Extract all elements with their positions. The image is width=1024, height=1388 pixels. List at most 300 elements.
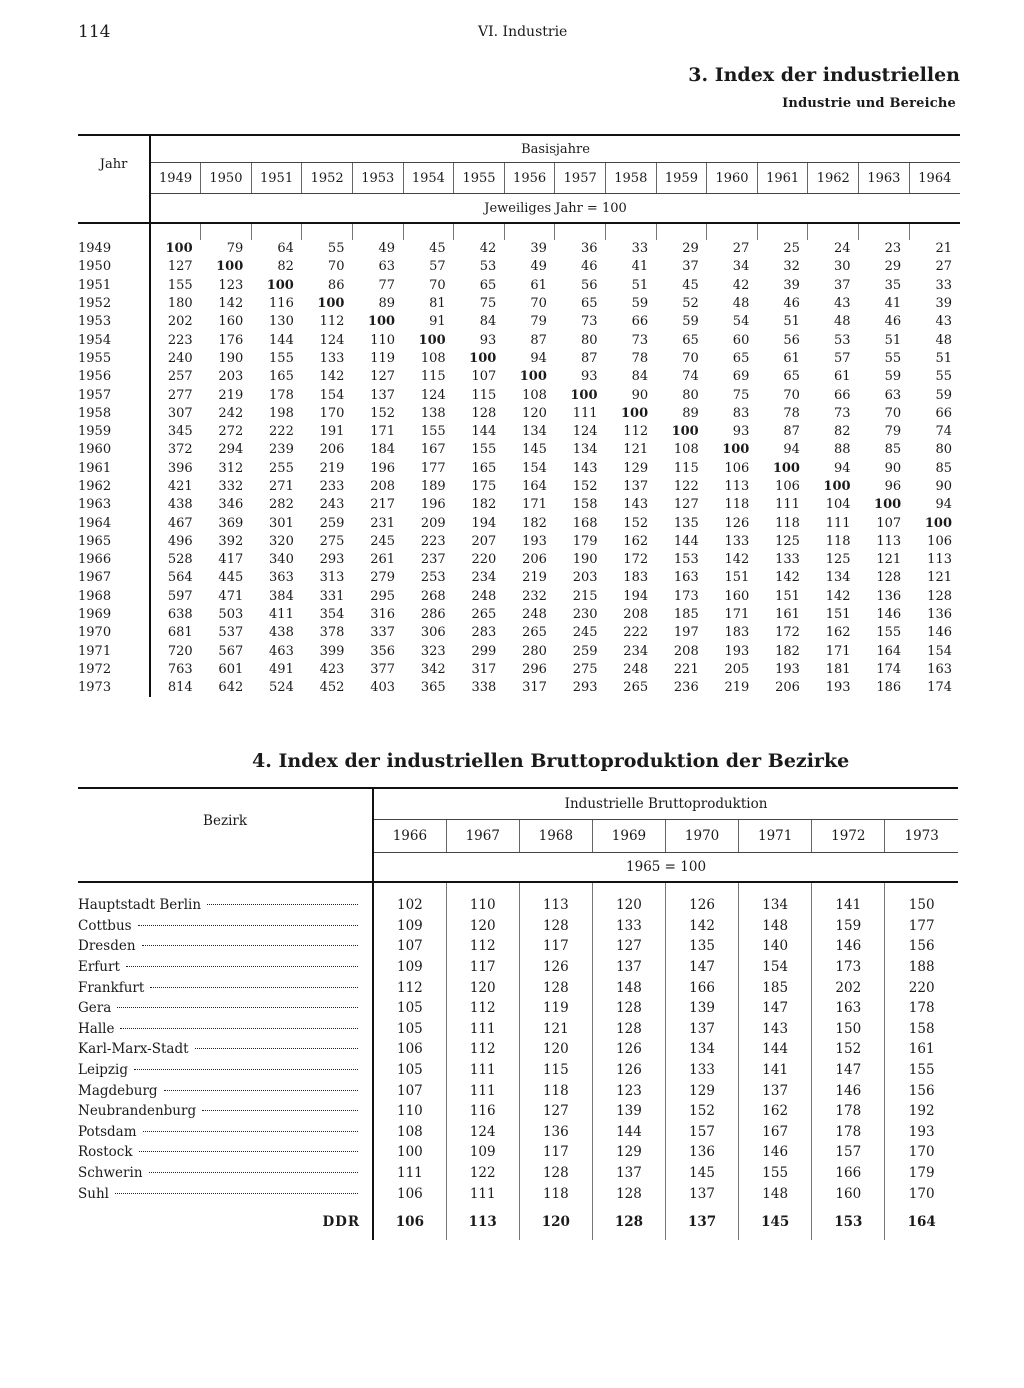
gap-cell <box>150 223 201 240</box>
index-value: 100 <box>924 515 952 531</box>
index-value: 147 <box>666 957 739 978</box>
row-year: 1954 <box>78 331 150 349</box>
index-value: 128 <box>592 1183 665 1204</box>
index-value: 137 <box>592 957 665 978</box>
index-value: 161 <box>775 607 800 623</box>
index-value: 82 <box>834 424 851 440</box>
total-value: 153 <box>812 1204 885 1240</box>
index-value: 452 <box>319 680 345 696</box>
index-value: 192 <box>885 1101 958 1122</box>
index-value: 417 <box>218 552 244 568</box>
index-value: 194 <box>623 588 649 604</box>
index-value: 49 <box>378 241 396 257</box>
index-value: 146 <box>927 625 952 641</box>
index-value: 144 <box>471 424 497 440</box>
bezirk-name: Magdeburg <box>78 1082 158 1099</box>
bezirk-label-wrap <box>78 957 372 977</box>
index-value: 77 <box>378 277 396 293</box>
index-value: 100 <box>570 387 598 403</box>
index-value: 190 <box>572 552 598 568</box>
index-value: 293 <box>319 552 345 568</box>
table-row <box>78 350 960 368</box>
index-value: 57 <box>834 350 851 366</box>
index-value: 160 <box>724 588 750 604</box>
gap-cell <box>707 223 758 240</box>
bezirk-cell <box>78 977 373 998</box>
index-value: 219 <box>218 387 244 403</box>
gap-cell <box>446 882 519 895</box>
index-value: 178 <box>812 1101 885 1122</box>
table-row <box>78 1080 958 1101</box>
index-value: 107 <box>876 515 902 531</box>
index-value: 191 <box>319 424 345 440</box>
index-value: 93 <box>732 424 750 440</box>
base-year-header: 1952 <box>302 163 353 194</box>
index-value: 87 <box>580 350 598 366</box>
index-value: 157 <box>666 1122 739 1143</box>
index-value: 377 <box>370 661 396 677</box>
gap-cell <box>812 882 885 895</box>
table-row <box>78 295 960 313</box>
index-value: 198 <box>269 405 294 421</box>
index-value: 117 <box>519 1142 592 1163</box>
index-value: 55 <box>884 350 902 366</box>
index-value: 124 <box>319 332 345 348</box>
index-value: 146 <box>876 607 902 623</box>
index-value: 248 <box>623 661 649 677</box>
index-value: 60 <box>732 332 750 348</box>
index-value: 115 <box>420 369 446 385</box>
index-value: 51 <box>884 332 902 348</box>
table-row <box>78 368 960 386</box>
index-value: 137 <box>739 1080 812 1101</box>
table-row <box>78 1019 958 1040</box>
index-value: 137 <box>666 1183 739 1204</box>
index-value: 179 <box>572 533 598 549</box>
index-value: 275 <box>319 533 345 549</box>
index-value: 100 <box>519 369 547 385</box>
gap-cell <box>592 882 665 895</box>
index-value: 171 <box>522 497 547 513</box>
index-value: 80 <box>682 387 699 403</box>
index-value: 110 <box>446 895 519 916</box>
index-value: 118 <box>724 497 750 513</box>
index-value: 158 <box>885 1019 958 1040</box>
index-value: 152 <box>666 1101 739 1122</box>
index-value: 100 <box>469 350 497 366</box>
total-value: 106 <box>395 1213 424 1230</box>
index-value: 175 <box>471 479 497 494</box>
index-value: 338 <box>471 680 497 696</box>
table-row <box>78 551 960 569</box>
index-value: 70 <box>530 296 547 312</box>
gap-cell <box>403 223 454 240</box>
bezirk-name: Suhl <box>78 1185 109 1202</box>
row-year: 1973 <box>78 679 150 697</box>
index-value: 223 <box>167 332 193 348</box>
index-value: 45 <box>429 241 446 257</box>
index-value: 215 <box>572 588 598 604</box>
index-value: 127 <box>592 936 665 957</box>
row-year: 1950 <box>78 258 150 276</box>
index-value: 166 <box>812 1163 885 1184</box>
index-value: 125 <box>775 533 800 549</box>
index-value: 295 <box>370 588 396 604</box>
index-value: 399 <box>319 643 345 659</box>
index-value: 113 <box>927 552 952 568</box>
bezirk-label-wrap <box>78 1039 372 1059</box>
index-value: 70 <box>783 387 800 403</box>
bezirk-cell <box>78 1060 373 1081</box>
index-value: 91 <box>429 314 446 330</box>
index-value: 219 <box>319 460 345 476</box>
table-row <box>78 936 958 957</box>
bezirk-label-wrap <box>78 1101 372 1121</box>
bezirk-cell <box>78 936 373 957</box>
index-value: 271 <box>269 479 294 494</box>
gap-cell <box>757 223 808 240</box>
index-value: 163 <box>673 570 699 586</box>
index-value: 173 <box>673 588 699 604</box>
index-value: 125 <box>825 552 851 568</box>
gap-cell <box>606 223 657 240</box>
index-value: 128 <box>927 588 952 604</box>
table-row <box>78 386 960 404</box>
gap-cell <box>504 223 555 240</box>
index-value: 337 <box>370 625 396 641</box>
index-value: 118 <box>825 533 851 549</box>
index-value: 129 <box>623 460 649 476</box>
bezirk-name: Cottbus <box>78 917 132 934</box>
gap-cell <box>666 882 739 895</box>
page-number: 114 <box>78 22 111 42</box>
index-value: 107 <box>396 938 423 955</box>
index-value: 172 <box>775 625 800 641</box>
index-value: 193 <box>775 661 800 677</box>
index-value: 156 <box>885 936 958 957</box>
index-value: 236 <box>673 680 699 696</box>
bezirk-cell <box>78 1122 373 1143</box>
row-year: 1964 <box>78 514 150 532</box>
table-row <box>78 240 960 258</box>
index-value: 148 <box>739 1183 812 1204</box>
index-value: 208 <box>623 607 649 623</box>
index-value: 174 <box>927 680 952 696</box>
index-value: 75 <box>479 296 497 312</box>
index-value: 121 <box>623 442 649 458</box>
index-value: 155 <box>167 277 193 293</box>
index-value: 160 <box>812 1183 885 1204</box>
index-value: 126 <box>592 1039 665 1060</box>
table-row <box>78 1183 958 1204</box>
index-value: 73 <box>834 405 851 421</box>
index-value: 221 <box>673 661 699 677</box>
year-header: 1966 <box>373 820 446 853</box>
index-value: 46 <box>783 296 800 312</box>
index-value: 601 <box>218 661 244 677</box>
index-value: 133 <box>592 916 665 937</box>
index-value: 43 <box>935 314 952 330</box>
row-year: 1972 <box>78 661 150 679</box>
index-value: 108 <box>396 1123 423 1140</box>
index-value: 154 <box>927 643 952 659</box>
gap-cell <box>909 223 960 240</box>
index-value: 43 <box>834 296 851 312</box>
index-value: 64 <box>277 241 294 257</box>
index-value: 85 <box>884 442 902 458</box>
index-value: 94 <box>530 350 547 366</box>
index-value: 340 <box>269 552 294 568</box>
index-value: 145 <box>522 442 547 458</box>
index-value: 638 <box>167 607 193 623</box>
index-value: 84 <box>631 369 649 385</box>
index-value: 142 <box>825 588 851 604</box>
index-value: 272 <box>218 424 244 440</box>
leader-dots <box>164 1090 359 1091</box>
index-value: 182 <box>471 497 497 513</box>
table-row <box>78 313 960 331</box>
index-value: 160 <box>218 314 244 330</box>
bezirk-name: Potsdam <box>78 1123 137 1140</box>
bezirk-cell <box>78 895 373 916</box>
gap-cell <box>251 223 302 240</box>
gap-cell <box>519 882 592 895</box>
index-value: 93 <box>479 332 497 348</box>
index-value: 123 <box>218 277 244 293</box>
index-value: 111 <box>396 1165 423 1182</box>
index-value: 312 <box>218 460 244 476</box>
index-value: 567 <box>218 643 244 659</box>
index-value: 189 <box>420 479 446 494</box>
table4-bezirk-header: Bezirk <box>78 789 373 853</box>
index-value: 111 <box>446 1080 519 1101</box>
index-value: 128 <box>471 405 497 421</box>
index-value: 261 <box>370 552 396 568</box>
row-year: 1957 <box>78 386 150 404</box>
index-value: 496 <box>167 533 193 549</box>
total-value: 164 <box>885 1204 958 1240</box>
leader-dots <box>149 1172 359 1173</box>
table-row <box>78 895 958 916</box>
index-value: 346 <box>218 497 244 513</box>
index-value: 237 <box>420 552 446 568</box>
row-year: 1961 <box>78 460 150 478</box>
index-value: 196 <box>370 460 396 476</box>
index-value: 219 <box>724 680 750 696</box>
index-value: 503 <box>218 607 244 623</box>
index-value: 126 <box>592 1060 665 1081</box>
index-value: 217 <box>370 497 396 513</box>
index-value: 268 <box>420 588 446 604</box>
row-year: 1952 <box>78 295 150 313</box>
table4-title: 4. Index der industriellen Bruttoproduktion der Bezirke <box>252 750 850 772</box>
index-value: 167 <box>739 1122 812 1143</box>
index-value: 111 <box>446 1183 519 1204</box>
index-value: 59 <box>935 387 952 403</box>
index-value: 491 <box>269 661 294 677</box>
index-value: 313 <box>319 570 345 586</box>
bezirk-cell <box>78 957 373 978</box>
row-year: 1958 <box>78 405 150 423</box>
index-value: 51 <box>783 314 800 330</box>
year-header: 1971 <box>739 820 812 853</box>
index-value: 219 <box>522 570 547 586</box>
index-value: 142 <box>724 552 750 568</box>
index-value: 120 <box>522 405 547 421</box>
index-value: 100 <box>418 332 446 348</box>
table-row <box>78 441 960 459</box>
index-value: 166 <box>666 977 739 998</box>
index-value: 147 <box>812 1060 885 1081</box>
index-value: 307 <box>167 405 193 421</box>
bezirk-label-wrap <box>78 895 372 915</box>
bezirk-name: Dresden <box>78 938 136 955</box>
index-value: 150 <box>885 895 958 916</box>
index-value: 29 <box>682 241 699 257</box>
index-value: 81 <box>429 296 446 312</box>
index-value: 171 <box>370 424 396 440</box>
index-value: 82 <box>277 259 294 275</box>
index-value: 61 <box>530 277 547 293</box>
index-value: 111 <box>446 1060 519 1081</box>
index-value: 27 <box>732 241 750 257</box>
index-value: 203 <box>218 369 244 385</box>
index-value: 137 <box>592 1163 665 1184</box>
row-year: 1959 <box>78 423 150 441</box>
index-value: 137 <box>370 387 396 403</box>
index-value: 150 <box>812 1019 885 1040</box>
index-value: 134 <box>666 1039 739 1060</box>
index-value: 176 <box>218 332 244 348</box>
bezirk-label-wrap <box>78 1060 372 1080</box>
index-value: 141 <box>812 895 885 916</box>
index-value: 69 <box>732 369 750 385</box>
index-value: 105 <box>396 1020 423 1037</box>
bezirk-name: Hauptstadt Berlin <box>78 897 202 914</box>
index-value: 363 <box>269 570 294 586</box>
index-value: 177 <box>420 460 446 476</box>
index-value: 111 <box>775 497 800 513</box>
index-value: 53 <box>834 332 851 348</box>
index-value: 537 <box>218 625 244 641</box>
index-value: 119 <box>370 350 396 366</box>
index-value: 124 <box>446 1122 519 1143</box>
index-value: 39 <box>935 296 952 312</box>
base-year-header: 1963 <box>859 163 910 194</box>
index-value: 179 <box>885 1163 958 1184</box>
index-value: 245 <box>572 625 598 641</box>
bezirk-name: Gera <box>78 1000 112 1017</box>
index-value: 59 <box>682 314 699 330</box>
table-row <box>78 496 960 514</box>
index-value: 42 <box>732 277 750 293</box>
table-row <box>78 957 958 978</box>
index-value: 65 <box>479 277 497 293</box>
table-row <box>78 661 960 679</box>
index-value: 170 <box>885 1142 958 1163</box>
table-row <box>78 1163 958 1184</box>
index-value: 111 <box>825 515 851 531</box>
index-value: 106 <box>775 479 800 494</box>
index-value: 146 <box>812 936 885 957</box>
index-value: 42 <box>479 241 497 257</box>
index-value: 100 <box>396 1144 423 1161</box>
index-value: 123 <box>592 1080 665 1101</box>
index-value: 206 <box>319 442 345 458</box>
index-value: 293 <box>572 680 598 696</box>
index-value: 151 <box>775 588 800 604</box>
table3-reference-label: Jeweiliges Jahr = 100 <box>150 194 960 224</box>
table-row <box>78 460 960 478</box>
row-year: 1969 <box>78 606 150 624</box>
index-value: 24 <box>834 241 851 257</box>
base-year-header: 1956 <box>504 163 555 194</box>
index-value: 59 <box>884 369 902 385</box>
index-value: 30 <box>834 259 851 275</box>
index-value: 90 <box>884 460 902 476</box>
index-value: 720 <box>167 643 193 659</box>
index-value: 463 <box>269 643 294 659</box>
index-value: 162 <box>825 625 851 641</box>
leader-dots <box>115 1193 358 1194</box>
index-value: 243 <box>319 497 345 513</box>
index-value: 378 <box>319 625 345 641</box>
table3-basis-header: Basisjahre <box>150 136 960 163</box>
index-value: 39 <box>530 241 547 257</box>
index-value: 74 <box>935 424 952 440</box>
base-year-header: 1959 <box>656 163 707 194</box>
index-value: 306 <box>420 625 446 641</box>
total-value: 137 <box>666 1204 739 1240</box>
index-value: 136 <box>876 588 902 604</box>
index-value: 161 <box>885 1039 958 1060</box>
index-value: 133 <box>775 552 800 568</box>
base-year-header: 1954 <box>403 163 454 194</box>
index-value: 403 <box>370 680 396 696</box>
index-value: 116 <box>446 1101 519 1122</box>
index-value: 85 <box>935 460 952 476</box>
index-value: 255 <box>269 460 294 476</box>
index-value: 190 <box>218 350 244 366</box>
index-value: 135 <box>666 936 739 957</box>
index-value: 90 <box>631 387 649 403</box>
index-value: 164 <box>522 479 547 494</box>
index-value: 41 <box>631 259 649 275</box>
index-value: 144 <box>592 1122 665 1143</box>
index-value: 365 <box>420 680 446 696</box>
index-value: 396 <box>167 460 193 476</box>
index-value: 128 <box>592 998 665 1019</box>
index-value: 135 <box>673 515 699 531</box>
index-value: 104 <box>825 497 851 513</box>
leader-dots <box>120 1028 358 1029</box>
base-year-header: 1964 <box>909 163 960 194</box>
index-value: 170 <box>319 405 345 421</box>
index-value: 105 <box>396 1062 423 1079</box>
index-value: 171 <box>825 643 851 659</box>
index-value: 253 <box>420 570 446 586</box>
index-value: 182 <box>775 643 800 659</box>
index-value: 392 <box>218 533 244 549</box>
index-value: 55 <box>935 369 952 385</box>
table-row <box>78 478 960 496</box>
index-value: 230 <box>572 607 598 623</box>
year-header: 1967 <box>446 820 519 853</box>
index-value: 112 <box>396 979 423 996</box>
index-value: 282 <box>269 497 294 513</box>
index-value: 148 <box>592 977 665 998</box>
index-value: 146 <box>739 1142 812 1163</box>
